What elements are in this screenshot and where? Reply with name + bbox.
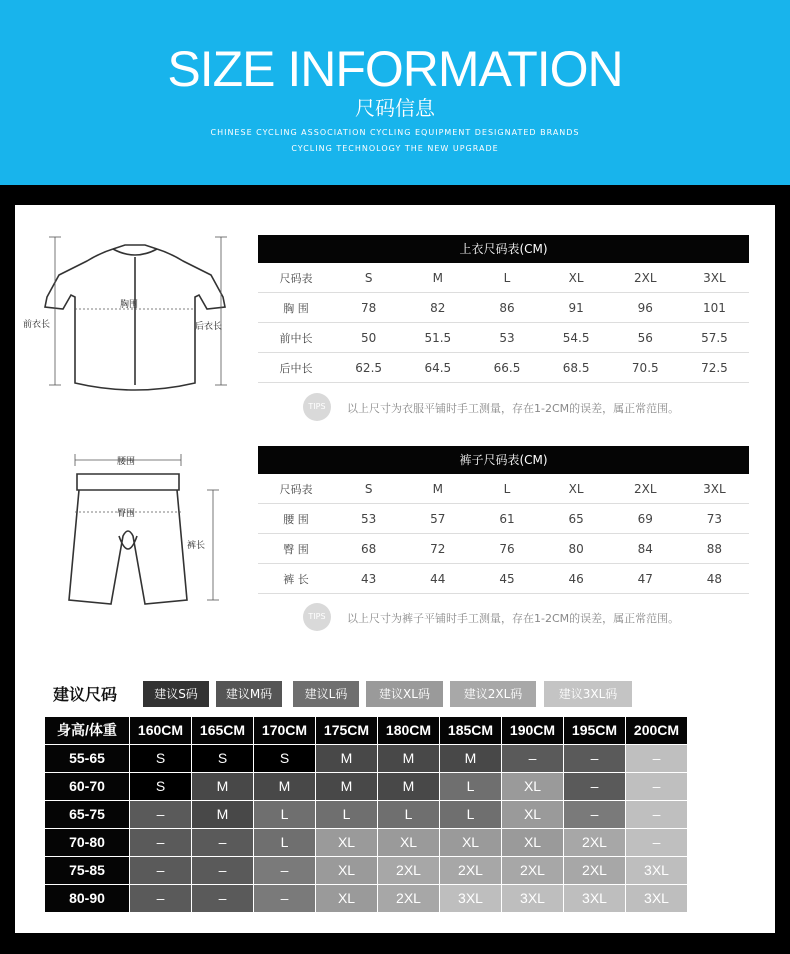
grid-size-cell: – (192, 885, 253, 912)
jersey-table-cell: M (432, 270, 443, 285)
jersey-illustration (25, 235, 235, 395)
jersey-table-cell: 72.5 (701, 360, 728, 375)
shorts-table-cell: 88 (706, 541, 723, 556)
shorts-table-cell: 48 (706, 571, 723, 586)
grid-header-row (45, 717, 688, 745)
grid-size-cell: 2XL (378, 885, 439, 912)
jersey-table-cell: L (503, 270, 511, 285)
back-length-label: 后衣长 (195, 322, 223, 332)
jersey-size-table (258, 235, 749, 383)
jersey-table-cell: 62.5 (355, 360, 383, 375)
grid-size-cell: S (192, 745, 253, 772)
jersey-table-cell: 66.5 (493, 360, 521, 375)
grid-size-cell: XL (316, 829, 377, 856)
jersey-tips (303, 393, 763, 415)
grid-size-cell: – (254, 857, 315, 884)
tips-badge: TIPS (303, 393, 331, 421)
shorts-illustration (55, 450, 225, 615)
grid-size-cell: – (130, 885, 191, 912)
shorts-table-row (258, 534, 749, 564)
grid-weight-label: 65-75 (45, 801, 129, 828)
grid-size-cell: XL (502, 773, 563, 800)
grid-size-cell: L (254, 801, 315, 828)
shorts-table-cell: 3XL (703, 481, 726, 496)
shorts-table-cell: 裤 长 (283, 572, 309, 586)
shorts-table-cell: 84 (637, 541, 653, 556)
jersey-table-cell: 57.5 (701, 330, 728, 345)
grid-row (45, 773, 688, 801)
header-banner (0, 0, 790, 185)
jersey-table-cell: 96 (637, 300, 653, 315)
grid-size-cell: 3XL (626, 885, 687, 912)
grid-size-cell: S (130, 773, 191, 800)
grid-row (45, 885, 688, 913)
jersey-table-cell: 50 (361, 330, 377, 345)
jersey-table-cell: 91 (568, 300, 584, 315)
legend-3xl: 建议3XL码 (544, 681, 632, 707)
grid-height-header: 185CM (440, 717, 501, 744)
size-panel (15, 205, 775, 933)
waist-label: 腰围 (117, 457, 136, 467)
grid-size-cell: XL (502, 829, 563, 856)
shorts-tips-text: 以上尺寸为裤子平铺时手工测量，存在1-2CM的误差，属正常范围。 (347, 612, 680, 625)
grid-weight-label: 70-80 (45, 829, 129, 856)
page-title: SIZE INFORMATION (167, 41, 623, 97)
grid-size-cell: XL (378, 829, 439, 856)
shorts-size-table (258, 446, 749, 594)
jersey-table-cell: 70.5 (631, 360, 659, 375)
size-recommendation-grid (45, 717, 688, 913)
legend-l: 建议L码 (293, 681, 359, 707)
grid-size-cell: – (626, 801, 687, 828)
grid-size-cell: – (192, 829, 253, 856)
shorts-table-cell: 53 (361, 511, 377, 526)
shorts-table-cell: 47 (637, 571, 653, 586)
grid-weight-label: 55-65 (45, 745, 129, 772)
grid-size-cell: 2XL (564, 829, 625, 856)
grid-size-cell: L (254, 829, 315, 856)
legend-xl: 建议XL码 (366, 681, 443, 707)
grid-size-cell: L (440, 773, 501, 800)
grid-size-cell: M (378, 745, 439, 772)
grid-size-cell: L (316, 801, 377, 828)
shorts-table-row (258, 474, 749, 504)
shorts-table-cell: 44 (430, 571, 446, 586)
tagline-2: CYCLING TECHNOLOGY THE NEW UPGRADE (291, 144, 499, 153)
jersey-table-cell: 64.5 (424, 360, 452, 375)
shorts-table-cell: 73 (706, 511, 723, 526)
grid-row (45, 801, 688, 829)
shorts-drawing (55, 450, 225, 615)
shorts-table-cell: 72 (430, 541, 446, 556)
jersey-table-cell: 101 (702, 300, 726, 315)
shorts-table-cell: 57 (430, 511, 446, 526)
shorts-table-cell: S (364, 481, 373, 496)
grid-size-cell: 3XL (502, 885, 563, 912)
shorts-table-cell: 80 (568, 541, 584, 556)
legend-m: 建议M码 (216, 681, 282, 707)
grid-size-cell: M (254, 773, 315, 800)
jersey-table-cell: 78 (361, 300, 377, 315)
jersey-table-caption: 上衣尺码表(CM) (258, 235, 749, 263)
jersey-table-cell: 82 (430, 300, 446, 315)
shorts-table-cell: 61 (499, 511, 515, 526)
grid-size-cell: – (564, 773, 625, 800)
grid-corner: 身高/体重 (45, 717, 129, 744)
jersey-table-cell: S (364, 270, 373, 285)
legend-2xl: 建议2XL码 (450, 681, 536, 707)
grid-size-cell: 3XL (564, 885, 625, 912)
grid-size-cell: XL (316, 857, 377, 884)
shorts-table-caption: 裤子尺码表(CM) (258, 446, 749, 474)
jersey-table-row (258, 323, 749, 353)
jersey-table-cell: XL (568, 270, 584, 285)
jersey-table-cell: 前中长 (279, 331, 313, 345)
grid-size-cell: – (502, 745, 563, 772)
shorts-table-cell: L (503, 481, 511, 496)
jersey-table-cell: 68.5 (562, 360, 590, 375)
grid-size-cell: XL (316, 885, 377, 912)
grid-size-cell: 2XL (378, 857, 439, 884)
grid-height-header: 175CM (316, 717, 377, 744)
shorts-table-cell: M (432, 481, 443, 496)
jersey-table-row (258, 353, 749, 383)
grid-weight-label: 75-85 (45, 857, 129, 884)
jersey-table-cell: 后中长 (279, 361, 313, 375)
grid-size-cell: – (254, 885, 315, 912)
shorts-table-cell: 76 (499, 541, 515, 556)
grid-size-cell: – (626, 829, 687, 856)
grid-height-header: 180CM (378, 717, 439, 744)
grid-height-header: 170CM (254, 717, 315, 744)
grid-size-cell: – (130, 829, 191, 856)
jersey-table-row (258, 263, 749, 293)
jersey-table-cell: 86 (499, 300, 515, 315)
grid-size-cell: M (192, 801, 253, 828)
grid-size-cell: M (440, 745, 501, 772)
grid-size-cell: M (192, 773, 253, 800)
grid-size-cell: 3XL (626, 857, 687, 884)
grid-size-cell: L (378, 801, 439, 828)
grid-size-cell: XL (502, 801, 563, 828)
page-subtitle: 尺码信息 (355, 96, 435, 120)
jersey-table-cell: 胸 围 (283, 301, 309, 315)
grid-size-cell: – (564, 801, 625, 828)
shorts-tips (303, 603, 763, 625)
suggest-title: 建议尺码 (53, 685, 118, 704)
grid-size-cell: L (440, 801, 501, 828)
shorts-table-cell: 臀 围 (283, 542, 309, 556)
shorts-table-cell: 腰 围 (283, 512, 309, 526)
grid-size-cell: S (130, 745, 191, 772)
grid-size-cell: – (626, 773, 687, 800)
shorts-table-row (258, 564, 749, 594)
chest-label: 胸围 (120, 300, 139, 310)
grid-height-header: 160CM (130, 717, 191, 744)
grid-row (45, 857, 688, 885)
shorts-table-cell: 43 (361, 571, 377, 586)
shorts-table-cell: 69 (637, 511, 653, 526)
grid-size-cell: M (378, 773, 439, 800)
grid-size-cell: M (316, 773, 377, 800)
grid-height-header: 190CM (502, 717, 563, 744)
hip-label: 臀围 (117, 509, 136, 519)
grid-size-cell: M (316, 745, 377, 772)
grid-size-cell: XL (440, 829, 501, 856)
jersey-table-row (258, 293, 749, 323)
grid-weight-label: 60-70 (45, 773, 129, 800)
grid-size-cell: 2XL (440, 857, 501, 884)
jersey-table-cell: 51.5 (424, 330, 452, 345)
grid-size-cell: – (626, 745, 687, 772)
shorts-table-row (258, 504, 749, 534)
grid-size-cell: S (254, 745, 315, 772)
grid-height-header: 200CM (626, 717, 687, 744)
tips-badge: TIPS (303, 603, 331, 631)
grid-height-header: 165CM (192, 717, 253, 744)
shorts-table-cell: 2XL (634, 481, 657, 496)
shorts-table-cell: 尺码表 (279, 482, 313, 496)
grid-size-cell: – (130, 857, 191, 884)
grid-weight-label: 80-90 (45, 885, 129, 912)
grid-height-header: 195CM (564, 717, 625, 744)
tagline-1: CHINESE CYCLING ASSOCIATION CYCLING EQUIPMENT DESIGNATED BRANDS (210, 128, 580, 137)
legend-s: 建议S码 (143, 681, 209, 707)
jersey-table-cell: 56 (637, 330, 653, 345)
shorts-table-cell: 68 (361, 541, 377, 556)
grid-size-cell: – (192, 857, 253, 884)
grid-size-cell: 2XL (502, 857, 563, 884)
jersey-tips-text: 以上尺寸为衣服平铺时手工测量，存在1-2CM的误差，属正常范围。 (347, 402, 680, 415)
grid-size-cell: – (564, 745, 625, 772)
grid-size-cell: 3XL (440, 885, 501, 912)
shorts-table-cell: 46 (568, 571, 584, 586)
shorts-table-cell: 45 (499, 571, 515, 586)
front-length-label: 前衣长 (23, 320, 51, 330)
grid-row (45, 745, 688, 773)
jersey-table-cell: 2XL (634, 270, 657, 285)
jersey-table-cell: 53 (499, 330, 515, 345)
shorts-table-cell: 65 (568, 511, 584, 526)
jersey-drawing (25, 235, 235, 395)
jersey-table-cell: 3XL (703, 270, 726, 285)
shorts-table-cell: XL (568, 481, 584, 496)
length-label: 裤长 (187, 541, 206, 551)
jersey-table-cell: 54.5 (562, 330, 590, 345)
grid-size-cell: – (130, 801, 191, 828)
grid-size-cell: 2XL (564, 857, 625, 884)
grid-row (45, 829, 688, 857)
jersey-table-cell: 尺码表 (279, 271, 313, 285)
